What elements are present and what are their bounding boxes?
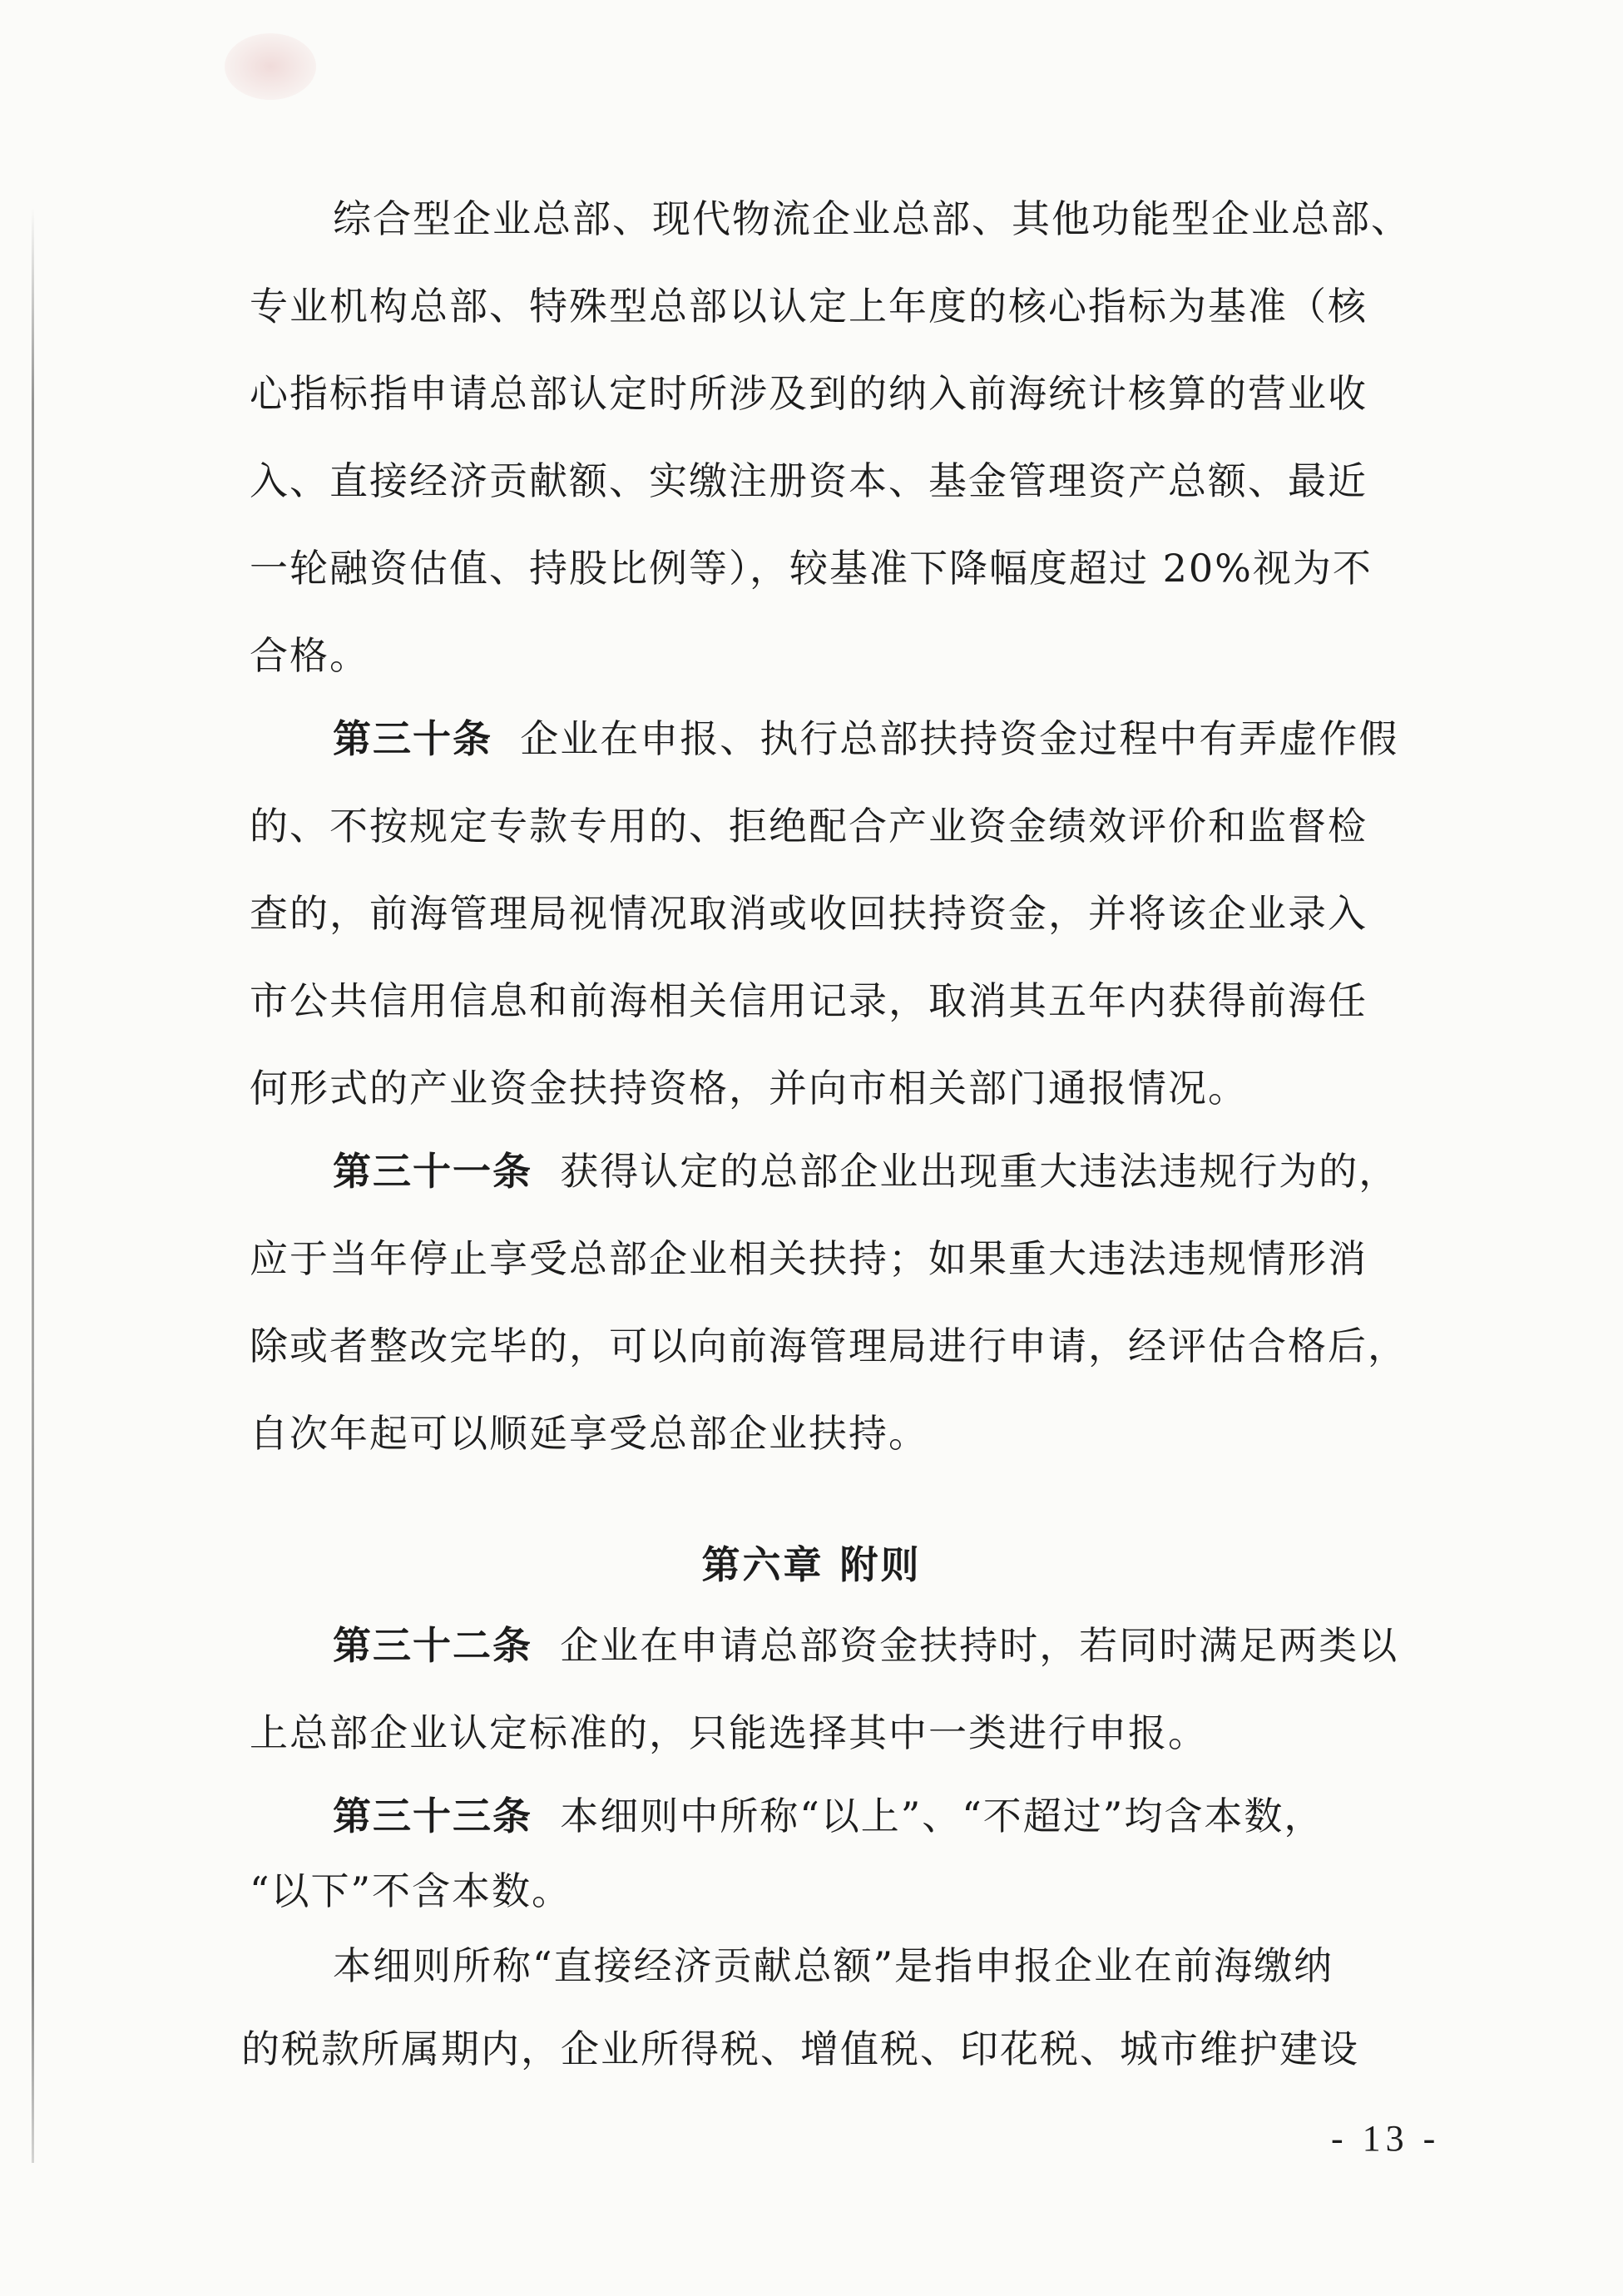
- paragraph-line: 合格。: [250, 633, 369, 678]
- article-number: 第三十条: [333, 716, 492, 761]
- text-line: [250, 546, 1446, 599]
- scan-edge: [32, 208, 34, 2163]
- text-line: [250, 1324, 1446, 1377]
- paragraph-line: “以下”不含本数。: [250, 1868, 572, 1913]
- paragraph-line: 自次年起可以顺延享受总部企业扶持。: [250, 1411, 928, 1456]
- text-line: [333, 1149, 1446, 1202]
- article-number: 第三十一条: [333, 1149, 532, 1194]
- text-line: [250, 804, 1446, 857]
- text-line: [333, 196, 1446, 250]
- article-number: 第三十二条: [333, 1623, 532, 1668]
- paper-stain: [225, 33, 316, 100]
- paragraph-line: 一轮融资估值、持股比例等），较基准下降幅度超过 20%视为不: [250, 546, 1373, 591]
- paragraph-line: 上总部企业认定标准的，只能选择其中一类进行申报。: [250, 1710, 1208, 1755]
- text-line: [333, 1623, 1446, 1676]
- text-line: [250, 371, 1446, 424]
- paragraph-line: 综合型企业总部、现代物流企业总部、其他功能型企业总部、: [333, 196, 1411, 241]
- paragraph-line: 本细则所称“直接经济贡献总额”是指申报企业在前海缴纳: [333, 1943, 1334, 1988]
- paragraph-line: 获得认定的总部企业出现重大违法违规行为的，: [560, 1149, 1399, 1194]
- article-number: 第三十三条: [333, 1794, 532, 1838]
- text-line: [241, 2026, 1437, 2080]
- paragraph-line: 心指标指申请总部认定时所涉及到的纳入前海统计核算的营业收: [250, 371, 1368, 416]
- paragraph-line: 市公共信用信息和前海相关信用记录，取消其五年内获得前海任: [250, 978, 1368, 1023]
- paragraph-line: 专业机构总部、特殊型总部以认定上年度的核心指标为基准（核: [250, 284, 1368, 329]
- text-line: [250, 1236, 1446, 1289]
- text-line: [250, 891, 1446, 944]
- paragraph-line: 的、不按规定专款专用的、拒绝配合产业资金绩效评价和监督检: [250, 804, 1368, 849]
- chapter-heading: 第六章 附则: [701, 1542, 922, 1587]
- text-line: [250, 1868, 1446, 1922]
- text-line: [250, 1411, 1446, 1464]
- text-line: [250, 284, 1446, 337]
- text-line: [250, 978, 1446, 1032]
- paragraph-line: 何形式的产业资金扶持资格，并向市相关部门通报情况。: [250, 1066, 1248, 1111]
- paragraph-line: 本细则中所称“以上”、“不超过”均含本数，: [560, 1794, 1324, 1838]
- text-line: [250, 633, 1446, 686]
- paragraph-line: 应于当年停止享受总部企业相关扶持；如果重大违法违规情形消: [250, 1236, 1368, 1281]
- paragraph-line: 的税款所属期内，企业所得税、增值税、印花税、城市维护建设: [241, 2026, 1359, 2071]
- paragraph-line: 除或者整改完毕的，可以向前海管理局进行申请，经评估合格后，: [250, 1324, 1408, 1368]
- paragraph-line: 入、直接经济贡献额、实缴注册资本、基金管理资产总额、最近: [250, 458, 1368, 503]
- text-line: [250, 1066, 1446, 1119]
- paragraph-line: 企业在申请总部资金扶持时，若同时满足两类以: [560, 1623, 1399, 1668]
- text-line: [250, 1710, 1446, 1764]
- text-line: [250, 458, 1446, 512]
- paragraph-line: 企业在申报、执行总部扶持资金过程中有弄虚作假: [520, 716, 1399, 761]
- paragraph-line: 查的，前海管理局视情况取消或收回扶持资金，并将该企业录入: [250, 891, 1368, 936]
- text-line: [333, 1943, 1446, 1997]
- text-line: [333, 1794, 1446, 1847]
- page-number: - 13 -: [1331, 2118, 1441, 2159]
- text-line: [333, 716, 1446, 769]
